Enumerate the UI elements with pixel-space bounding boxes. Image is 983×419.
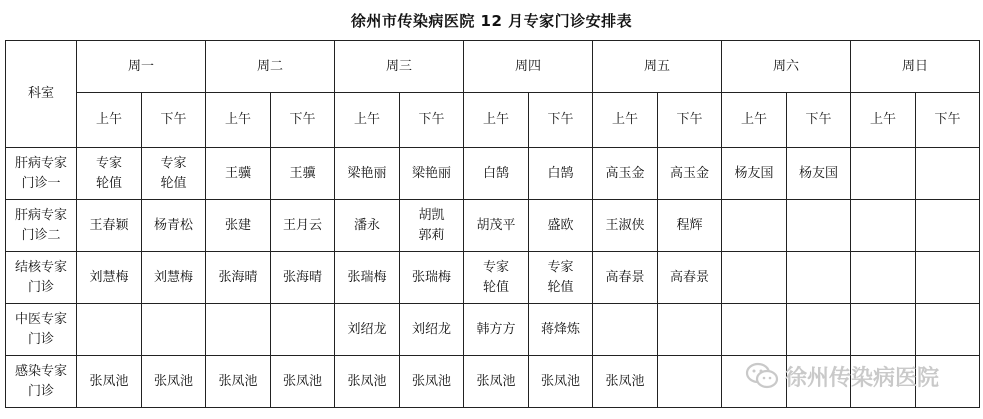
half-header: 下午 [400,93,464,148]
dept-cell: 结核专家 门诊 [6,252,77,304]
wechat-icon [745,361,779,391]
half-header: 上午 [722,93,787,148]
schedule-cell: 高玉金 [658,148,722,200]
schedule-cell: 刘慧梅 [77,252,142,304]
schedule-cell: 韩方方 [464,304,529,356]
half-header: 下午 [658,93,722,148]
schedule-cell [271,304,335,356]
schedule-cell: 高玉金 [593,148,658,200]
schedule-cell: 梁艳丽 [335,148,400,200]
half-header: 下午 [529,93,593,148]
schedule-cell: 程辉 [658,200,722,252]
schedule-cell: 专家 轮值 [529,252,593,304]
dept-cell: 感染专家 门诊 [6,356,77,408]
schedule-cell [851,148,916,200]
half-header: 下午 [916,93,980,148]
schedule-cell: 张凤池 [593,356,658,408]
schedule-cell: 梁艳丽 [400,148,464,200]
table-row [6,252,980,304]
schedule-cell: 张凤池 [335,356,400,408]
day-header: 周五 [593,41,722,93]
schedule-cell: 张凤池 [77,356,142,408]
schedule-cell: 王淑侠 [593,200,658,252]
schedule-cell: 高春景 [593,252,658,304]
schedule-cell: 张海晴 [206,252,271,304]
dept-cell: 肝病专家 门诊一 [6,148,77,200]
schedule-cell [916,252,980,304]
half-header: 上午 [593,93,658,148]
schedule-cell: 王骥 [206,148,271,200]
dept-cell: 中医专家 门诊 [6,304,77,356]
half-header: 上午 [335,93,400,148]
schedule-cell [77,304,142,356]
schedule-cell: 张凤池 [271,356,335,408]
schedule-cell: 蒋烽炼 [529,304,593,356]
schedule-cell: 张建 [206,200,271,252]
schedule-cell [593,304,658,356]
half-header: 上午 [464,93,529,148]
half-header: 上午 [206,93,271,148]
half-header: 下午 [787,93,851,148]
schedule-cell [916,304,980,356]
day-header-row [6,41,980,93]
schedule-cell [722,200,787,252]
half-header-row [6,93,980,148]
schedule-cell: 刘绍龙 [400,304,464,356]
schedule-cell: 杨友国 [787,148,851,200]
day-header: 周四 [464,41,593,93]
schedule-cell: 张凤池 [206,356,271,408]
schedule-cell [658,356,722,408]
schedule-cell: 白鹄 [529,148,593,200]
day-header: 周二 [206,41,335,93]
schedule-cell: 专家 轮值 [142,148,206,200]
table-row [6,148,980,200]
schedule-cell [916,200,980,252]
schedule-cell [787,200,851,252]
schedule-cell: 专家 轮值 [77,148,142,200]
schedule-cell [851,200,916,252]
watermark-text: 徐州传染病医院 [785,365,940,391]
schedule-cell: 胡凯 郭莉 [400,200,464,252]
schedule-cell: 刘绍龙 [335,304,400,356]
day-header: 周六 [722,41,851,93]
page-title: 徐州市传染病医院 12 月专家门诊安排表 [350,12,633,30]
schedule-cell: 张凤池 [529,356,593,408]
watermark [745,358,975,394]
schedule-cell: 张海晴 [271,252,335,304]
schedule-cell [851,304,916,356]
half-header: 上午 [851,93,916,148]
schedule-cell [722,252,787,304]
schedule-cell [142,304,206,356]
schedule-cell: 杨青松 [142,200,206,252]
day-header: 周一 [77,41,206,93]
schedule-cell: 张凤池 [464,356,529,408]
table-row [6,304,980,356]
schedule-cell: 张瑞梅 [400,252,464,304]
schedule-cell [916,148,980,200]
schedule-cell [851,252,916,304]
schedule-cell [787,304,851,356]
dept-cell: 肝病专家 门诊二 [6,200,77,252]
schedule-cell: 刘慧梅 [142,252,206,304]
schedule-cell: 胡茂平 [464,200,529,252]
schedule-cell: 王月云 [271,200,335,252]
schedule-cell: 张瑞梅 [335,252,400,304]
half-header: 下午 [271,93,335,148]
table-row [6,200,980,252]
schedule-cell: 王春颖 [77,200,142,252]
dept-header: 科室 [6,41,77,148]
schedule-cell [658,304,722,356]
half-header: 上午 [77,93,142,148]
schedule-cell [206,304,271,356]
schedule-cell: 专家 轮值 [464,252,529,304]
schedule-cell [722,304,787,356]
schedule-cell: 潘永 [335,200,400,252]
day-header: 周日 [851,41,980,93]
schedule-cell: 王骥 [271,148,335,200]
schedule-cell: 白鹄 [464,148,529,200]
schedule-cell: 高春景 [658,252,722,304]
day-header: 周三 [335,41,464,93]
schedule-cell: 张凤池 [142,356,206,408]
schedule-cell: 杨友国 [722,148,787,200]
schedule-table [5,40,980,408]
schedule-cell [787,252,851,304]
half-header: 下午 [142,93,206,148]
schedule-cell: 张凤池 [400,356,464,408]
schedule-cell: 盛欧 [529,200,593,252]
